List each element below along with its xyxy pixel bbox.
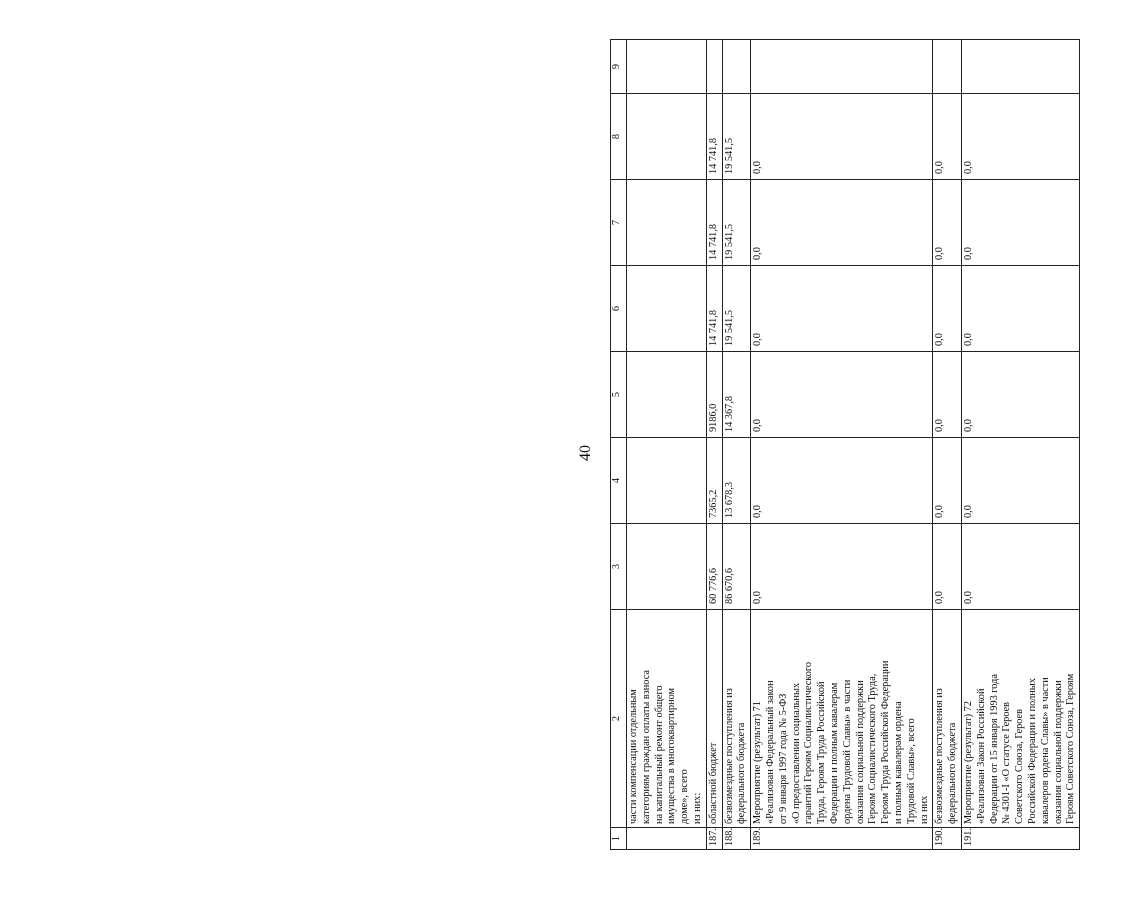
value-cell-c3 [722, 524, 751, 610]
value-text: 0,0 [752, 591, 764, 604]
value-cell-c6 [751, 266, 933, 352]
budget-table [610, 39, 1080, 850]
description-line: Героям Труда Российской Федерации [880, 660, 892, 824]
value-text: 0,0 [962, 591, 974, 604]
description-line: «Реализован Закон Российской [975, 688, 987, 824]
value-cell-c8 [961, 94, 1079, 180]
value-text: 0,0 [962, 333, 974, 346]
value-cell-c9 [627, 40, 707, 94]
description-line: и полным кавалерам ордена [892, 701, 904, 824]
value-cell-c5 [961, 352, 1079, 438]
value-text: 19 541,5 [723, 223, 735, 260]
column-header: 4 [611, 438, 627, 524]
value-cell-c8 [751, 94, 933, 180]
description-line: Труда, Героям Труда Российской [816, 681, 828, 824]
value-text: 0,0 [752, 161, 764, 174]
description-line: № 4301-I «О статусе Героев [1001, 701, 1013, 824]
value-cell-c3 [706, 524, 722, 610]
value-text: 0,0 [962, 505, 974, 518]
column-header: 8 [611, 94, 627, 180]
value-cell-c7 [706, 180, 722, 266]
value-cell-c3 [933, 524, 962, 610]
value-cell-c7 [751, 180, 933, 266]
value-text: 13 678,3 [723, 481, 735, 518]
row-number: 190. [933, 828, 962, 850]
value-cell-c3 [627, 524, 707, 610]
value-text: 19 541,5 [723, 309, 735, 346]
description-line: безвозмездные поступления из [723, 688, 735, 824]
row-description [751, 610, 933, 828]
description-line: оказания социальной поддержки [854, 680, 866, 824]
row-description [706, 610, 722, 828]
column-header: 7 [611, 180, 627, 266]
column-header: 3 [611, 524, 627, 610]
row-description [627, 610, 707, 828]
description-line: федерального бюджета [947, 722, 959, 824]
value-cell-c8 [722, 94, 751, 180]
description-line: гарантий Героям Социалистического [803, 661, 815, 824]
value-text: 0,0 [934, 591, 946, 604]
row-number: 187. [706, 828, 722, 850]
value-text: 0,0 [934, 161, 946, 174]
description-line: части компенсации отдельным [628, 689, 639, 824]
description-line: на капитальный ремонт общего [653, 685, 665, 824]
description-line: оказания социальной поддержки [1052, 680, 1064, 824]
value-text: 0,0 [752, 419, 764, 432]
value-cell-c6 [961, 266, 1079, 352]
value-cell-c9 [961, 40, 1079, 94]
description-line: Трудовой Славы», всего [905, 718, 917, 824]
value-text: 0,0 [752, 333, 764, 346]
description-line: Федерации от 15 января 1993 года [988, 674, 1000, 824]
description-line: ордена Трудовой Славы» в части [841, 679, 853, 824]
description-line: категориям граждан оплаты взноса [640, 670, 652, 824]
value-cell-c7 [722, 180, 751, 266]
row-number: 189. [751, 828, 933, 850]
value-cell-c7 [961, 180, 1079, 266]
row-number: 191. [961, 828, 1079, 850]
value-cell-c9 [751, 40, 933, 94]
value-cell-c3 [961, 524, 1079, 610]
value-text: 14 741,8 [707, 309, 719, 346]
table-row [961, 40, 1079, 850]
description-line: Советского Союза, Героев [1014, 709, 1026, 824]
description-line: доме», всего [679, 769, 691, 824]
column-header: 6 [611, 266, 627, 352]
value-cell-c4 [706, 438, 722, 524]
page-number: 40 [577, 445, 594, 461]
value-text: 0,0 [934, 247, 946, 260]
description-line: областной бюджет [707, 742, 719, 824]
value-cell-c9 [722, 40, 751, 94]
value-cell-c4 [722, 438, 751, 524]
rotated-table-container [610, 40, 1145, 850]
value-cell-c9 [933, 40, 962, 94]
table-row [706, 40, 722, 850]
value-text: 14 367,8 [723, 395, 735, 432]
value-cell-c4 [751, 438, 933, 524]
value-cell-c4 [961, 438, 1079, 524]
description-line: «Реализован Федеральный закон [764, 680, 776, 824]
row-number: 188. [722, 828, 751, 850]
description-line: Российской Федерации и полных [1026, 678, 1038, 824]
description-line: имущества в многоквартирном [666, 687, 678, 824]
column-header: 9 [611, 40, 627, 94]
description-line: Мероприятие (результат) 71 [752, 701, 764, 824]
description-line: Героям Социалистического Труда, [867, 673, 879, 824]
value-cell-c8 [933, 94, 962, 180]
table-row [933, 40, 962, 850]
value-text: 0,0 [962, 247, 974, 260]
description-line: кавалеров ордена Славы» в части [1039, 677, 1051, 824]
description-line: из них: [691, 792, 703, 824]
value-text: 0,0 [752, 505, 764, 518]
value-cell-c8 [706, 94, 722, 180]
description-line: безвозмездные поступления из [934, 688, 946, 824]
value-cell-c6 [627, 266, 707, 352]
value-text: 9186,0 [707, 403, 719, 432]
table-body [627, 40, 1080, 850]
value-text: 0,0 [934, 419, 946, 432]
value-text: 14 741,8 [707, 137, 719, 174]
value-text: 0,0 [752, 247, 764, 260]
value-text: 14 741,8 [707, 223, 719, 260]
value-cell-c6 [706, 266, 722, 352]
value-text: 60 776,6 [707, 567, 719, 604]
row-number [627, 828, 707, 850]
value-cell-c4 [933, 438, 962, 524]
row-description [933, 610, 962, 828]
value-text: 0,0 [962, 419, 974, 432]
value-text: 19 541,5 [723, 137, 735, 174]
row-description [961, 610, 1079, 828]
value-cell-c3 [751, 524, 933, 610]
value-text: 7365,2 [707, 489, 719, 518]
value-cell-c7 [627, 180, 707, 266]
value-cell-c5 [706, 352, 722, 438]
description-line: Героям Советского Союза, Героям [1065, 673, 1077, 824]
value-cell-c5 [722, 352, 751, 438]
value-text: 0,0 [962, 161, 974, 174]
description-line: «О предоставлении социальных [790, 682, 802, 824]
value-cell-c5 [751, 352, 933, 438]
row-description [722, 610, 751, 828]
table-row [751, 40, 933, 850]
value-cell-c5 [933, 352, 962, 438]
value-cell-c6 [722, 266, 751, 352]
value-cell-c6 [933, 266, 962, 352]
column-header: 2 [611, 610, 627, 828]
description-line: от 9 января 1997 года № 5-ФЗ [777, 693, 789, 824]
value-cell-c9 [706, 40, 722, 94]
value-cell-c8 [627, 94, 707, 180]
value-cell-c7 [933, 180, 962, 266]
value-cell-c4 [627, 438, 707, 524]
description-line: федерального бюджета [736, 722, 748, 824]
value-text: 0,0 [934, 505, 946, 518]
table-row [627, 40, 707, 850]
column-header: 5 [611, 352, 627, 438]
description-line: Мероприятие (результат) 72 [962, 701, 974, 824]
column-header: 1 [611, 828, 627, 850]
description-line: из них [918, 795, 930, 824]
table-row [722, 40, 751, 850]
value-cell-c5 [627, 352, 707, 438]
description-line: Федерации и полным кавалерам [828, 682, 840, 824]
header-row [611, 40, 627, 850]
value-text: 0,0 [934, 333, 946, 346]
value-text: 86 670,6 [723, 567, 735, 604]
